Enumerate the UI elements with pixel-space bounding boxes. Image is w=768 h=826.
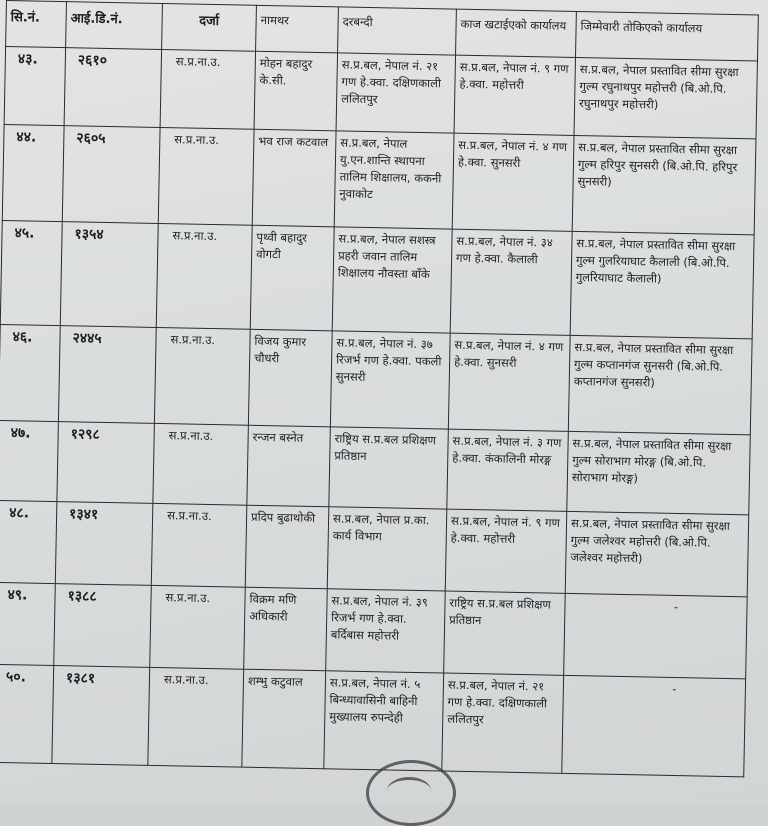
rank-cell: स.प्र.ना.उ. (158, 127, 254, 225)
serial-number-cell: ४५. (0, 220, 62, 325)
posted-office-cell: स.प्र.बल, नेपाल प्र.का. कार्य विभाग (327, 507, 447, 591)
posted-office-cell: स.प्र.बल, नेपाल नं. २१ गण हे.क्वा. दक्षिणकाली ललितपुर (336, 53, 455, 133)
name-cell: पृथ्वी बहादुर वोगटी (250, 225, 334, 331)
serial-number-cell: ४८. (0, 500, 57, 583)
id-number-cell: २६१० (64, 48, 161, 128)
id-number-cell: १२९८ (57, 422, 155, 504)
name-cell: शम्भु कटुवाल (242, 669, 326, 769)
table-row (0, 664, 746, 776)
posted-office-cell: स.प्र.बल, नेपाल नं. ३९ रिजर्भ गण हे.क्वा. बर्दिबास महोत्तरी (326, 589, 446, 673)
serial-number-cell: ४६. (0, 324, 60, 421)
assigned-office-cell: स.प्र.बल, नेपाल प्रस्तावित सीमा सुरक्षा गुल्म रघुनाथपुर महोत्तरी (बि.ओ.पि. रघुनाथपुर महोत्तरी) (574, 57, 757, 138)
rank-cell: स.प्र.ना.उ. (150, 585, 246, 669)
assigned-office-dash: - (673, 599, 679, 615)
working-office-cell: स.प्र.बल, नेपाल नं. ४ गण हे.क्वा. सुनसरी (448, 333, 570, 431)
assigned-office-dash: - (672, 681, 677, 696)
header-id-number: आई.डि.नं. (66, 2, 163, 50)
table-row (0, 500, 749, 596)
assigned-office-cell: स.प्र.बल, नेपाल प्रस्तावित सीमा सुरक्षा गुल्म कप्तानगंज सुनसरी (बि.ओ.पि. कप्तानगंज सुनसरी) (568, 335, 752, 434)
table-row (2, 124, 756, 234)
working-office-cell: स.प्र.बल, नेपाल नं. ९ गण हे.क्वा. महोत्तरी (454, 55, 575, 135)
name-cell: भव राज कटवाल (252, 129, 336, 227)
posted-office-cell: राष्ट्रिय स.प्र.बल प्रशिक्षण प्रतिष्ठान (329, 427, 449, 509)
working-office-cell: स.प्र.बल, नेपाल नं. ९ गण हे.क्वा. महोत्तरी (445, 509, 567, 593)
table-row (0, 420, 750, 514)
serial-number-cell: ४४. (2, 124, 64, 221)
posted-office-cell: स.प्र.बल, नेपाल सशस्त्र प्रहरी जवान तालिम शिक्षालय नौवस्ता बाँके (332, 227, 452, 333)
id-number-cell: १३५४ (60, 222, 158, 328)
table-row (0, 324, 752, 434)
working-office-cell: स.प्र.बल, नेपाल नं. ४ गण हे.क्वा. सुनसरी (452, 133, 574, 231)
serial-number-cell: ४७. (0, 420, 58, 501)
header-rank: दर्जा (162, 4, 257, 52)
table-row (0, 582, 747, 678)
rank-cell: स.प्र.ना.उ. (151, 503, 247, 587)
id-number-cell: १३४१ (55, 502, 153, 586)
working-office-cell: स.प्र.बल, नेपाल नं. २१ गण हे.क्वा. दक्षिणकाली ललितपुर (442, 673, 564, 773)
assigned-office-cell: स.प्र.बल, नेपाल प्रस्तावित सीमा सुरक्षा गुल्म सोराभाग मोरङ्ग (बि.ओ.पि. सोराभाग मोरङ्ग) (567, 431, 751, 514)
name-cell: मोहन बहादुर के.सी. (254, 51, 337, 131)
serial-number-cell: ५०. (0, 664, 54, 763)
assigned-office-cell: स.प्र.बल, नेपाल प्रस्तावित सीमा सुरक्षा गुल्म हरिपुर सुनसरी (बि.ओ.पि. हरिपुर सुनसरी) (572, 135, 756, 234)
id-number-cell: २६०५ (62, 126, 160, 224)
serial-number-cell: ४९. (0, 582, 55, 665)
rank-cell: स.प्र.ना.उ. (154, 327, 250, 425)
working-office-cell: स.प्र.बल, नेपाल नं. ३४ गण हे.क्वा. कैलाली (450, 229, 572, 335)
assigned-office-cell (564, 593, 748, 678)
header-assigned-office: जिम्मेवारी तोकिएको कार्यालय (576, 11, 759, 60)
assigned-office-cell: स.प्र.बल, नेपाल प्रस्तावित सीमा सुरक्षा गुल्म जलेश्वर महोत्तरी (बि.ओ.पि. जलेश्वर महोत्तरी) (565, 511, 749, 596)
posted-office-cell: स.प्र.बल, नेपाल नं. ३७ रिजर्भ गण हे.क्वा. पकली सुनसरी (330, 331, 450, 429)
table-row (0, 220, 754, 338)
rank-cell: स.प्र.ना.उ. (148, 667, 244, 767)
rank-cell: स.प्र.ना.उ. (160, 49, 255, 129)
name-cell: विक्रम मणि अधिकारी (244, 587, 328, 671)
rank-cell: स.प्र.ना.उ. (156, 223, 252, 329)
posted-office-cell: स.प्र.बल, नेपाल यु.एन.शान्ति स्थापना तालिम शिक्षालय, ककनी नुवाकोट (334, 131, 454, 229)
working-office-cell: राष्ट्रिय स.प्र.बल प्रशिक्षण प्रतिष्ठान (444, 591, 566, 675)
assigned-office-cell (562, 675, 746, 776)
rank-cell: स.प्र.ना.उ. (153, 423, 249, 505)
id-number-cell: २४४५ (58, 326, 156, 424)
serial-number-cell: ४३. (4, 47, 65, 126)
assigned-office-cell: स.प्र.बल, नेपाल प्रस्तावित सीमा सुरक्षा गुल्म गुलरियाघाट कैलाली (बि.ओ.पि. गुलरियाघाट कैलाली) (570, 231, 754, 338)
header-name: नामथर (256, 5, 339, 53)
name-cell: विजय कुमार चौधरी (248, 329, 332, 427)
official-seal-stamp (366, 760, 456, 826)
header-working-office: काज खटाईएको कार्यालय (456, 9, 577, 57)
header-posted-office: दरबन्दी (338, 7, 457, 55)
working-office-cell: स.प्र.बल, नेपाल नं. ३ गण हे.क्वा. कंकालिनी मोरङ्ग (447, 429, 569, 511)
posted-office-cell: स.प्र.बल, नेपाल नं. ५ बिन्ध्यावासिनी बाहिनी मुख्यालय रुपन्देही (324, 671, 444, 771)
header-serial-number: सि.नं. (6, 1, 67, 48)
id-number-cell: १३८८ (54, 584, 152, 668)
name-cell: प्रदिप बुढाथोकी (245, 505, 329, 589)
name-cell: रन्जन बस्नेत (247, 425, 331, 507)
id-number-cell: १३८१ (52, 666, 150, 766)
table-row (4, 47, 757, 139)
